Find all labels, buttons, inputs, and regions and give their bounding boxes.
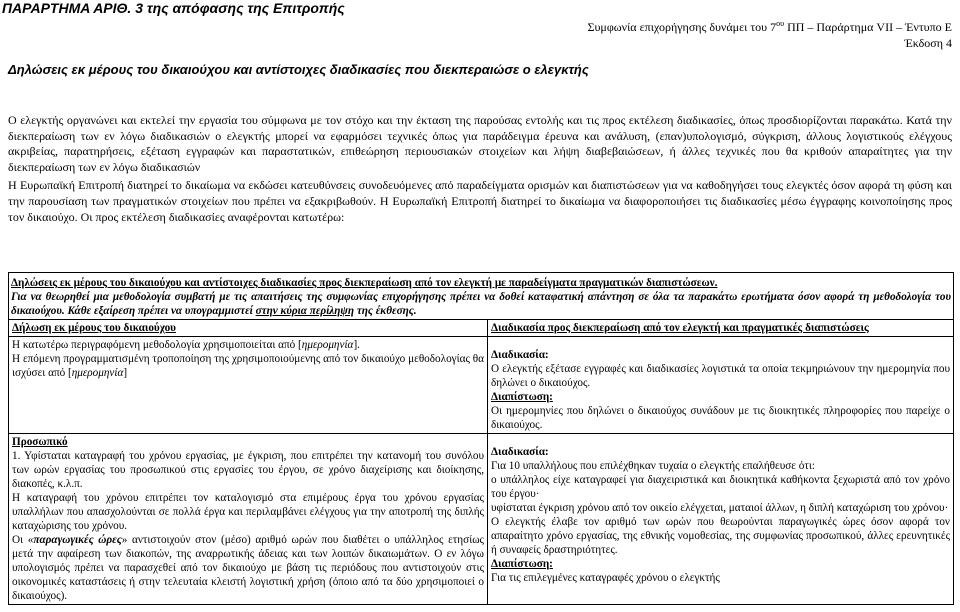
row1-right-cell [488, 337, 954, 434]
document-reference [587, 16, 952, 51]
methodology-date-line [12, 338, 484, 352]
instruction-part-2: της έκθεσης. [354, 305, 417, 317]
table-row [9, 337, 953, 434]
staff-paragraph-1: 1. Υφίσταται καταγραφή του χρόνου εργασίας, με έγκριση, που επιτρέπει την κατανομή του συνόλου των ωρών εργασίας του προσωπικού στις εργασίες του έργου, σε χρόνο διαχείρισης και διοίκησης, διακοπές, κ.λ.π. [12, 450, 484, 490]
finding-text: Οι ημερομηνίες που δηλώνει ο δικαιούχος συνάδουν με τις διοικητικές πληροφορίες που παρείχε ο δικαιούχος. [491, 405, 950, 431]
section-heading: Δηλώσεις εκ μέρους του δικαιούχου και αντίστοιχες διαδικασίες που διεκπεραιώσε ο ελεγκτής [8, 62, 589, 77]
procedure-text: Ο ελεγκτής εξέτασε εγγραφές και διαδικασίες λογιστικά τα οποία τεκμηριώνουν την ημερομηνία που δηλώνει ο δικαιούχος. [491, 363, 950, 389]
methodology-change-line [12, 352, 484, 380]
finding-text: Για τις επιλεγμένες καταγραφές χρόνου ο ελεγκτής [491, 572, 720, 584]
procedure-label: Διαδικασία: [491, 349, 549, 361]
annex-title: ΠΑΡΑΡΤΗΜΑ ΑΡΙΘ. 3 της απόφασης της Επιτροπής [2, 0, 345, 16]
text-fragment: ]. [353, 339, 360, 351]
row1-left-cell [9, 337, 488, 434]
staff-section-title: Προσωπικό [12, 436, 68, 448]
edition-label: Έκδοση 4 [904, 36, 952, 50]
procedures-table [8, 272, 954, 605]
intro-paragraph-1: Ο ελεγκτής οργανώνει και εκτελεί την εργασία του σύμφωνα με τον στόχο και την έκταση της παρούσας εντολής και τις προς εκτέλεση διαδικασίες, όπως προσδιορίζονται παρακάτω. Κατά την διεκπεραίωση των εν λόγω διαδικασιών ο ελεγκτής μπορεί να εφαρμόσει τεχνικές όπως για παράδειγμα έρευνα και ανάλυση, (επαν)υπολογισμό, σύγκριση, άλλους λογιστικούς ελέγχους ακριβείας, παρατηρήσεις, εξέταση εγγραφών και παραστατικών, επιθεώρηση περιουσιακών στοιχείων και λήψη διαβεβαιώσεων, ή άλλες τεχνικές που θα κριθούν απαραίτητες για την διεκπεραίωση των εν λόγω διαδικασιών [8, 113, 952, 174]
intro-text [8, 113, 952, 228]
instruction-underlined: στην κύρια περίληψη [255, 305, 355, 317]
row2-right-cell [488, 434, 954, 605]
left-column-header: Δήλωση εκ μέρους του δικαιούχου [9, 320, 488, 337]
table-title: Δηλώσεις εκ μέρους του δικαιούχου και αντίστοιχες διαδικασίες προς διεκπεραίωση από τον ελεγκτή με παραδείγματα πραγματικών διαπιστώσεων. [11, 277, 718, 289]
procedure-label: Διαδικασία: [491, 446, 549, 458]
table-header-row [9, 320, 953, 337]
intro-paragraph-2: Η Ευρωπαϊκή Επιτροπή διατηρεί το δικαίωμα να εκδώσει κατευθύνσεις συνοδευόμενες από παραδείγματα ορισμών και διαπιστώσεων για να καθοδηγήσει τους ελεγκτές όσον αφορά τη φύση και την παρουσίαση των πραγματικών στοιχείων που πρέπει να εξακριβωθούν. Η Ευρωπαϊκή Επιτροπή διατηρεί το δικαίωμα να διαφοροποιήσει τις διαδικασίες μέσω έγγραφης κοινοποίησης προς τον δικαιούχο. Οι προς εκτέλεση διαδικασίες αναφέρονται κατωτέρω: [8, 178, 952, 224]
procedure-item: υφίσταται έγκριση χρόνου από τον οικείο ελέγχεται, ματαιοί άλλων, η διπλή καταχώριση του χρόνου· [491, 502, 949, 514]
date-placeholder: ημερομηνία [71, 367, 124, 379]
procedure-intro: Για 10 υπαλλήλους που επιλέχθηκαν τυχαία ο ελεγκτής επαλήθευσε ότι: [491, 460, 816, 472]
agreement-prefix: Συμφωνία επιχορήγησης δυνάμει του 7 [587, 20, 777, 34]
finding-label: Διαπίστωση: [491, 391, 553, 403]
agreement-ordinal: ου [776, 19, 785, 28]
date-placeholder: ημερομηνία [301, 339, 354, 351]
columns-table [9, 319, 953, 604]
finding-label: Διαπίστωση: [491, 558, 553, 570]
text-fragment: Η κατωτέρω περιγραφόμενη μεθοδολογία χρησιμοποιείται από [ [12, 339, 302, 351]
instruction-part-1: Για να θεωρηθεί μια μεθοδολογία συμβατή με τις απαιτήσεις της συμφωνίας επιχορήγησης πρέπει να δοθεί καταφατική απάντηση σε όλα τα παρακάτω ερωτήματα όσον αφορά τη μεθοδολογία του δικαιούχου. Κάθε εξαίρεση πρέπει να υπογραμμιστεί [11, 291, 951, 317]
procedure-item: Ο ελεγκτής έλαβε τον αριθμό των ωρών που θεωρούνται παραγωγικές ώρες όσον αφορά τον απαραίτητο χρόνο εργασίας, της εθνικής νομοθεσίας, της συμφωνίας προσωπικού, άλλες ερευνητικές ή συναφείς δραστηριότητες. [491, 516, 950, 556]
staff-paragraph-3 [12, 533, 484, 603]
text-fragment: Οι « [12, 534, 34, 546]
staff-paragraph-2: Η καταγραφή του χρόνου επιτρέπει τον καταλογισμό στα επιμέρους έργα του χρόνου εργασίας υπαλλήλων που απασχολούνται σε πολλά έργα και περιλαμβάνει ελέγχους για την αποτροπή της διπλής καταχώρισης του χρόνου. [12, 492, 484, 532]
spacer [491, 435, 950, 445]
productive-hours-term: παραγωγικές ώρες [33, 534, 122, 546]
text-fragment: Η επόμενη προγραμματισμένη τροποποίηση της χρησιμοποιούμενης από τον δικαιούχο μεθοδολογίας θα ισχύσει από [ [12, 353, 484, 379]
text-fragment: » αντιστοιχούν στον (μέσο) αριθμό ωρών που διαθέτει ο υπάλληλος ετησίως μετά την αφαίρεση των διακοπών, της αναρρωτικής άδειας και των λοιπών δικαιωμάτων. Ο εν λόγω υπολογισμός πρέπει να παρασχεθεί από τον δικαιούχο με βάση τις περιόδους που αντιστοιχούν στις οικονομικές καταστάσεις ή στην τελευταία κλειστή λογιστική χρήση (όποιο από τα δύο χρησιμοποιεί ο δικαιούχος). [12, 534, 484, 602]
row2-left-cell [9, 434, 488, 605]
table-row [9, 434, 953, 605]
agreement-reference [587, 16, 952, 35]
text-fragment: ] [123, 367, 128, 379]
procedure-item: ο υπάλληλος είχε καταγραφεί για διαχειριστικά και διοικητικά καθήκοντα ξεχωριστά από τον χρόνο του έργου· [491, 474, 950, 500]
spacer [491, 338, 950, 348]
right-column-header: Διαδικασία προς διεκπεραίωση από τον ελεγκτή και πραγματικές διαπιστώσεις [488, 320, 954, 337]
agreement-suffix: ΠΠ – Παράρτημα VII – Έντυπο Ε [784, 20, 952, 34]
table-instruction [9, 290, 953, 319]
